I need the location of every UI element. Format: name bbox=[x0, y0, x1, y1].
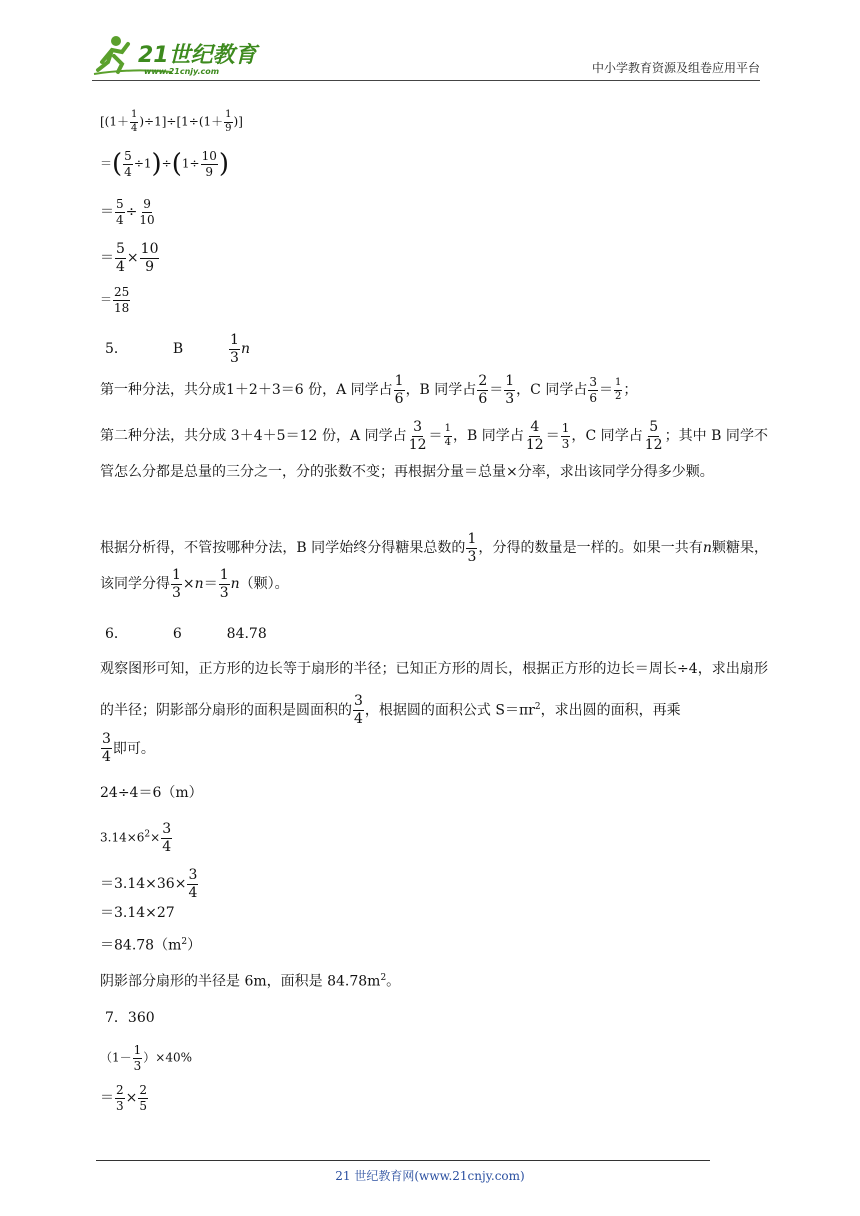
q6-explanation: 观察图形可知，正方形的边长等于扇形的半径；已知正方形的周长，根据正方形的边长＝周长÷4，求出扇形的半径；阴影部分扇形的面积是圆面积的 $\frac{3}{4}$ ，根据圆的面积公式 $S=\pi r^2$，求出圆的面积，再乘 $\frac{3}{4}$ 即可。 bbox=[100, 661, 768, 766]
q5-explanation-3: 根据分析得，不管按哪种分法，B 同学始终分得糖果总数的 $\frac{1}{3}$ ，分得的数量是一样的。如果一共有n颗糖果，该同学分得 $\frac{1}{3}$ ×n＝ $\frac{1}{3}$ n（颗）。 bbox=[100, 530, 769, 601]
q5-explanation-1: 第一种分法，共分成1＋2＋3＝6 份，A 同学占 $\frac{1}{6}$ ，B 同学占 $\frac{2}{6}$ ＝ $\frac{1}{3}$ ，C 同学占 $\frac{3}{6}$ ＝ $\frac{1}{2}$ ； bbox=[100, 372, 638, 407]
calc4-line4: ＝ $\frac{5}{4}$ × $\frac{10}{9}$ bbox=[100, 241, 159, 275]
page-header bbox=[92, 30, 760, 81]
q6-calc-line4: ＝3.14×27 bbox=[100, 905, 175, 921]
q6-calc-line1: 24÷4＝6（m） bbox=[100, 785, 203, 801]
q6-conclusion: 阴影部分扇形的半径是 6m，面积是 $84.78m^2$。 bbox=[100, 973, 401, 990]
q5-explanation-2: 第二种分法，共分成 3＋4＋5＝12 份，A 同学占 $\frac{3}{12}$ ＝ $\frac{1}{4}$ ，B 同学占 $\frac{4}{12}$ ＝ $\frac{1}{3}$ ，C 同学占 $\frac{5}{12}$ ；其中 B 同学不管怎么分都是总量的三分之一，分的张数不变；再根据分量＝总量×分率，求出该同学分得多少颗。 bbox=[100, 418, 768, 480]
q6-number: 6． bbox=[105, 626, 128, 642]
calc4-line5: ＝ $\frac{25}{18}$ bbox=[100, 285, 130, 315]
q6-answer-1: 6 bbox=[172, 626, 182, 642]
footer-site-link[interactable]: 21 世纪教育网(www.21cnjy.com) bbox=[335, 1169, 525, 1183]
q7-calc-line2: ＝ $\frac{2}{3}$ × $\frac{2}{5}$ bbox=[100, 1083, 148, 1113]
calc4-line1: [(1＋ $\frac{1}{4}$ )÷1]÷[1÷(1＋ $\frac{1}{9}$ )] bbox=[100, 109, 243, 134]
q5-answer-1: B bbox=[172, 341, 184, 358]
q6-calc-line5: $=84.78(m^2)$ bbox=[100, 937, 202, 954]
footer-divider bbox=[96, 1160, 710, 1161]
q6-answer-line bbox=[105, 627, 267, 641]
q6-answer-2: 84.78 bbox=[226, 626, 267, 642]
q6-calc-line2: $3.14\times 6^2\times$ $\frac{3}{4}$ bbox=[100, 821, 172, 855]
calc4-line2: ＝( $\frac{5}{4}$ ÷1)÷(1÷ $\frac{10}{9}$ ) bbox=[100, 149, 230, 180]
q5-number: 5． bbox=[105, 341, 128, 358]
header-platform-name: 中小学教育资源及组卷应用平台 bbox=[591, 61, 760, 75]
logo-text: 21世纪教育 bbox=[138, 43, 257, 68]
site-logo bbox=[92, 32, 262, 78]
q7-answer-line: 7．360 bbox=[105, 1010, 155, 1026]
calc4-line3: ＝ $\frac{5}{4}$ ÷ $\frac{9}{10}$ bbox=[100, 197, 155, 227]
q6-calc-line3: ＝3.14×36× $\frac{3}{4}$ bbox=[100, 867, 198, 901]
q7-calc-line1: （1－ $\frac{1}{3}$ ）×40% bbox=[100, 1043, 193, 1073]
q5-answer-line: 5． B $\frac{1}{3}$ n bbox=[105, 332, 250, 366]
logo-url: www.21cnjy.com bbox=[144, 67, 220, 76]
